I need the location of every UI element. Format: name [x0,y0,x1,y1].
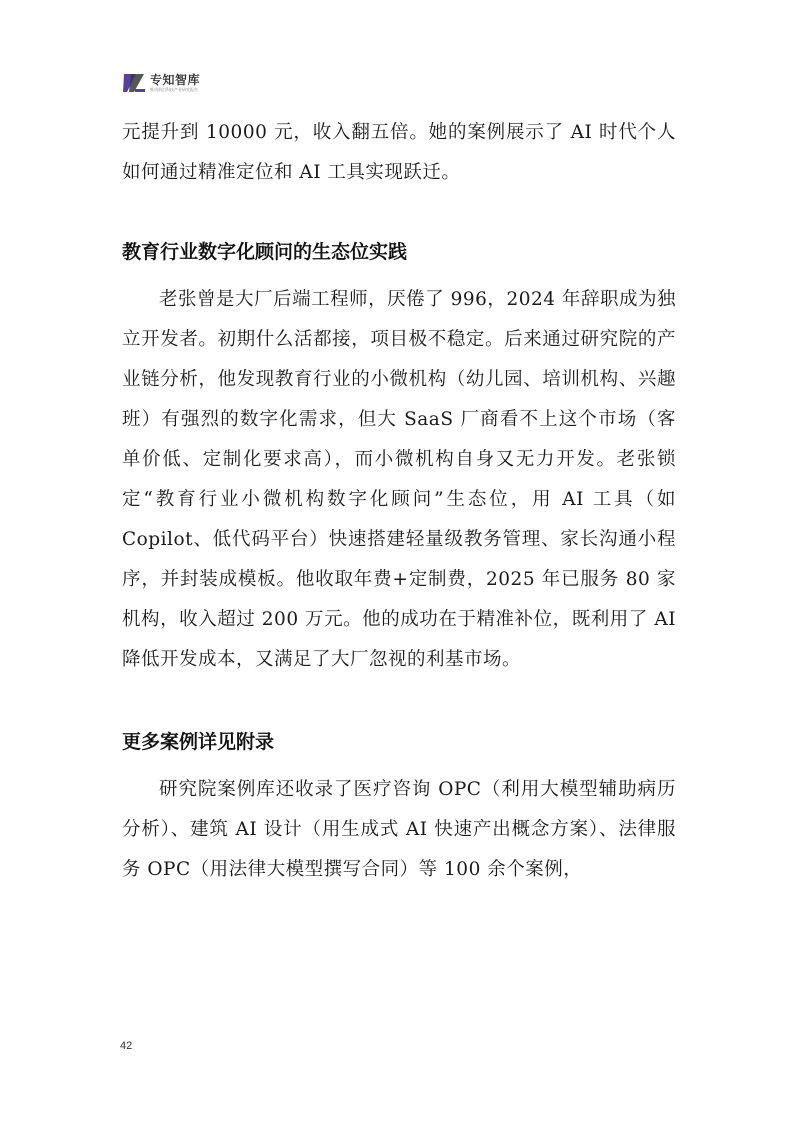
section-paragraph-education: 老张曾是大厂后端工程师，厌倦了 996，2024 年辞职成为独立开发者。初期什么活都接，项目极不稳定。后来通过研究院的产业链分析，他发现教育行业的小微机构（幼儿园、培训机构、兴趣班）有强烈的数字化需求，但大 SaaS 厂商看不上这个市场（客单价低、定制化要求高），而小微机构自身又无力开发。老张锁定“教育行业小微机构数字化顾问”生态位，用 AI 工具（如 Copilot、低代码平台）快速搭建轻量级教务管理、家长沟通小程序，并封装成模板。他收取年费+定制费，2025 年已服务 80 家机构，收入超过 200 万元。他的成功在于精准补位，既利用了 AI 降低开发成本，又满足了大厂忽视的利基市场。 [122,289,676,670]
main-content [122,113,676,890]
logo-tagline: 推动前沿科技产业研究报告 [150,87,198,92]
section-heading-more-cases: 更多案例详见附录 [122,731,275,753]
section-heading-education: 教育行业数字化顾问的生态位实践 [122,241,408,263]
section-paragraph-more-cases: 研究院案例库还收录了医疗咨询 OPC（利用大模型辅助病历分析）、建筑 AI 设计（用生成式 AI 快速产出概念方案）、法律服务 OPC（用法律大模型撰写合同）等 100 余个案例， [122,779,676,880]
logo-name: 专知智库 [150,73,201,87]
logo [122,70,200,96]
logo-z-icon [122,71,146,95]
intro-paragraph: 元提升到 10000 元，收入翻五倍。她的案例展示了 AI 时代个人如何通过精准定位和 AI 工具实现跃迁。 [122,122,676,183]
page-number: 42 [120,1040,133,1052]
